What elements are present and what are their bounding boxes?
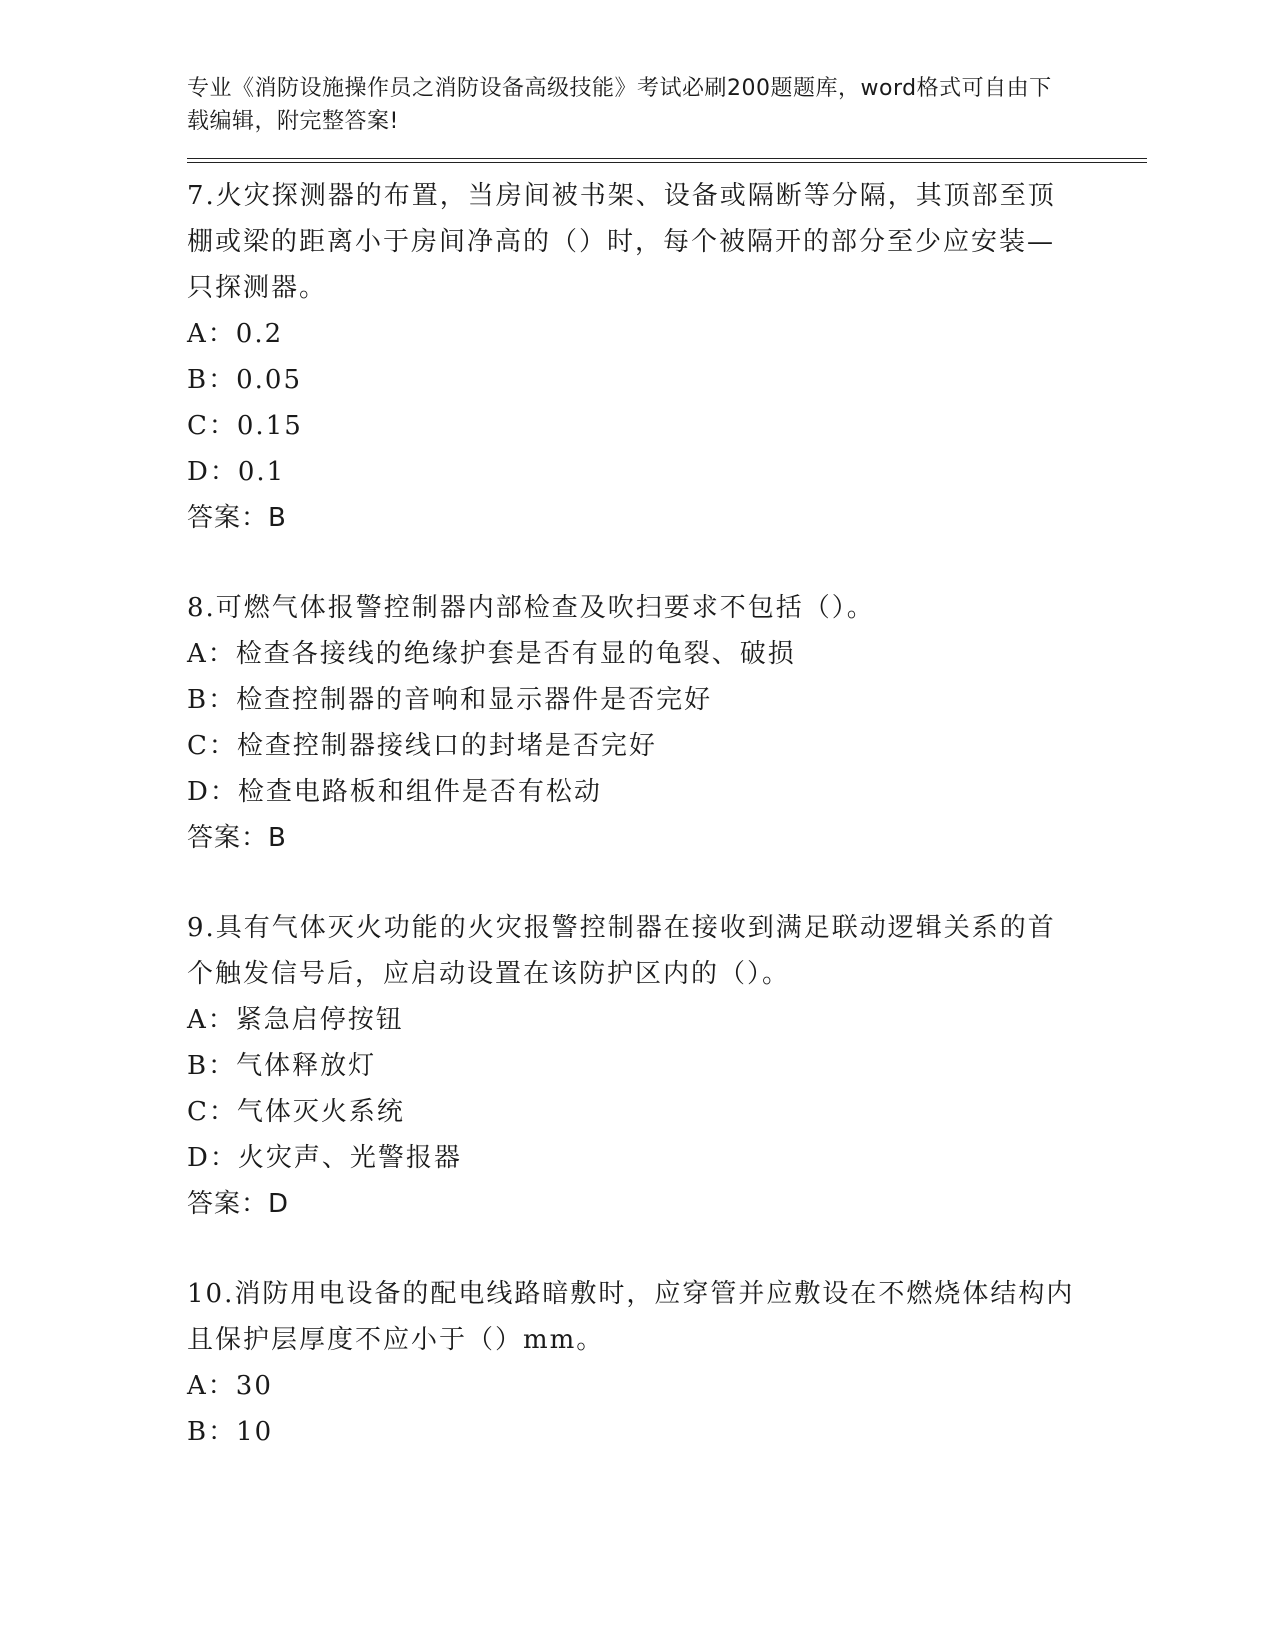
option-c: C：气体灭火系统 (187, 1097, 405, 1127)
option-b: B：0.05 (187, 365, 302, 395)
option-d: D：火灾声、光警报器 (187, 1143, 462, 1173)
question-stem: 9.具有气体灭火功能的火灾报警控制器在接收到满足联动逻辑关系的首个触发信号后，应启动设置在该防护区内的（）。 (187, 913, 1056, 989)
question-9 (187, 905, 1147, 1227)
question-stem: 8.可燃气体报警控制器内部检查及吹扫要求不包括（）。 (187, 593, 875, 623)
option-list (187, 311, 1147, 495)
question-7 (187, 173, 1147, 541)
document-header: 专业《消防设施操作员之消防设备高级技能》考试必刷200题题库，word格式可自由下载编辑，附完整答案! (187, 76, 1052, 134)
option-b: B：10 (187, 1417, 274, 1447)
option-c: C：0.15 (187, 411, 303, 441)
option-a: A：检查各接线的绝缘护套是否有显的龟裂、破损 (187, 639, 796, 669)
option-c: C：检查控制器接线口的封堵是否完好 (187, 731, 657, 761)
question-10 (187, 1271, 1147, 1455)
option-a: A：紧急启停按钮 (187, 1005, 404, 1035)
question-stem: 10.消防用电设备的配电线路暗敷时，应穿管并应敷设在不燃烧体结构内且保护层厚度不应小于（）mm。 (187, 1279, 1075, 1355)
option-b: B：气体释放灯 (187, 1051, 377, 1081)
option-list (187, 1363, 1147, 1455)
document-page (187, 72, 1147, 1499)
answer-line: 答案：B (187, 823, 287, 853)
question-8 (187, 585, 1147, 861)
option-list (187, 631, 1147, 815)
answer-line: 答案：B (187, 503, 287, 533)
option-a: A：30 (187, 1371, 273, 1401)
header-divider (187, 158, 1147, 163)
option-list (187, 997, 1147, 1181)
option-b: B：检查控制器的音响和显示器件是否完好 (187, 685, 713, 715)
question-list (187, 173, 1147, 1455)
option-d: D：检查电路板和组件是否有松动 (187, 777, 602, 807)
option-a: A：0.2 (187, 319, 284, 349)
question-stem: 7.火灾探测器的布置，当房间被书架、设备或隔断等分隔，其顶部至顶棚或梁的距离小于房间净高的（）时，每个被隔开的部分至少应安装—只探测器。 (187, 181, 1056, 303)
answer-line: 答案：D (187, 1189, 290, 1219)
option-d: D：0.1 (187, 457, 286, 487)
